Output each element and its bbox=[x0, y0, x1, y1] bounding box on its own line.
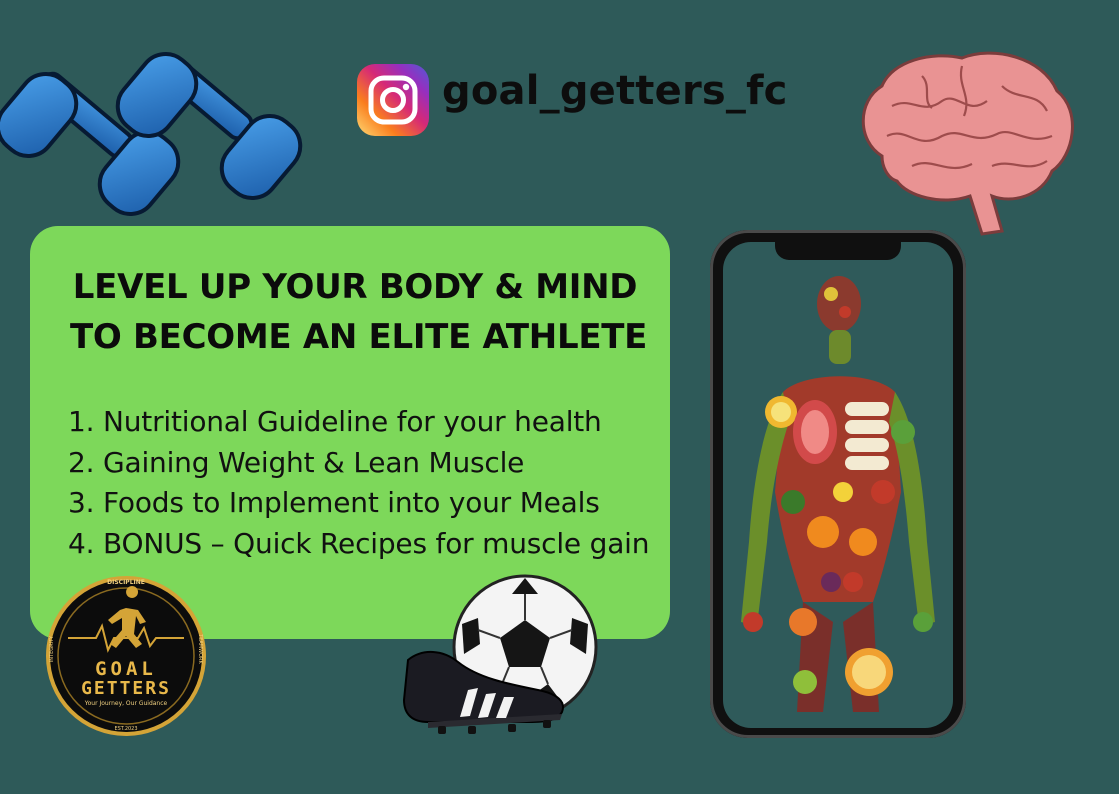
logo-left-text: INTEGRITY bbox=[49, 635, 55, 663]
logo-word-getters: GETTERS bbox=[81, 678, 171, 699]
list-item: 4. BONUS – Quick Recipes for muscle gain bbox=[68, 526, 650, 560]
list-item: 3. Foods to Implement into your Meals bbox=[68, 486, 600, 519]
logo-right-text: TEAMWORK bbox=[197, 634, 203, 664]
instagram-icon[interactable] bbox=[357, 64, 429, 136]
guide-list bbox=[68, 402, 668, 564]
dumbbells-icon bbox=[0, 32, 320, 242]
food-body-figure bbox=[723, 242, 953, 728]
list-item: 1. Nutritional Guideline for your health bbox=[68, 405, 602, 438]
headline-line-1: LEVEL UP YOUR BODY & MIND bbox=[72, 267, 638, 307]
logo-tagline: Your Journey, Our Guidance bbox=[84, 700, 168, 707]
logo-top-text: DISCIPLINE bbox=[107, 579, 145, 586]
list-item: 2. Gaining Weight & Lean Muscle bbox=[68, 445, 525, 479]
smartphone-screen bbox=[723, 242, 953, 728]
logo-est-text: EST.2023 bbox=[114, 726, 138, 732]
goal-getters-logo bbox=[46, 576, 206, 736]
instagram-handle[interactable]: goal_getters_fc bbox=[442, 68, 788, 114]
football-boot-icon bbox=[398, 640, 570, 736]
brain-icon bbox=[852, 46, 1082, 238]
logo-word-goal: GOAL bbox=[95, 658, 157, 680]
headline-line-2: TO BECOME AN ELITE ATHLETE bbox=[70, 317, 648, 357]
phone-notch bbox=[775, 240, 901, 260]
